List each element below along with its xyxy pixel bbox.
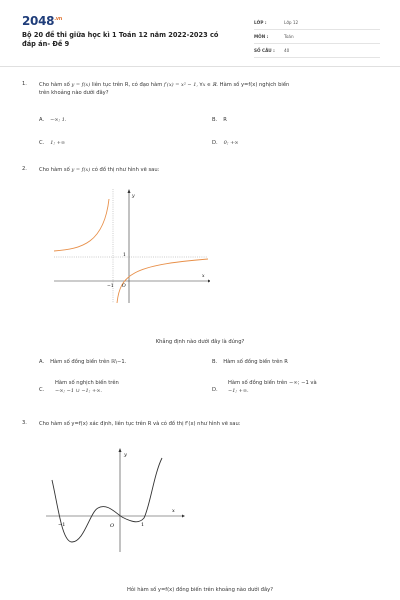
question-number: 2. [22, 166, 27, 172]
option-label: D. [212, 387, 218, 393]
x-axis-arrow [208, 280, 210, 283]
option-b[interactable] [212, 116, 227, 124]
option-d[interactable] [212, 139, 238, 147]
stem-text: Hàm số y=f(x) nghịch biến [219, 82, 290, 88]
option-label: B. [212, 359, 218, 365]
option-text: Hàm số đồng biến trên −∞; −1 và [228, 380, 317, 386]
header-divider [0, 66, 400, 67]
meta-value: Lớp 12 [284, 20, 299, 25]
option-b[interactable] [212, 358, 288, 366]
option-c[interactable] [39, 379, 119, 395]
x-axis-arrow [182, 515, 185, 518]
option-text: Hàm số đồng biến trên ℝ\−1. [50, 359, 127, 365]
question-2-stem [39, 166, 384, 174]
option-text-line2: −∞; −1 ∪ −1; +∞. [55, 388, 102, 394]
meta-row-grade [254, 16, 380, 30]
question-3-stem: Cho hàm số y=f(x) xác định, liên tục trên R và có đồ thị f'(x) như hình vẽ sau: [39, 421, 241, 427]
option-text: 1; +∞ [50, 140, 66, 146]
meta-value: 40 [284, 48, 290, 53]
question-2-prompt: Khẳng định nào dưới đây là đúng? [155, 339, 245, 345]
meta-row-subject [254, 30, 380, 44]
question-3-prompt: Hỏi hàm số y=f(x) đồng biến trên khoảng nào dưới đây? [127, 587, 273, 593]
option-label: C. [39, 140, 45, 146]
stem-math: y = f(x) [71, 167, 91, 173]
meta-key: MÔN : [254, 34, 269, 39]
option-c[interactable] [39, 139, 65, 147]
meta-key: SỐ CÂU : [254, 48, 275, 53]
x-pos-tick-label: 1 [141, 522, 145, 528]
y-axis-label: y [132, 194, 135, 199]
stem-text: liên tục trên R, có đạo hàm [91, 82, 163, 88]
stem-math: f′(x) = x² − 1, ∀x ∈ ℝ. [163, 82, 219, 88]
y-axis-arrow [128, 189, 131, 193]
option-text: Hàm số nghịch biến trên [55, 380, 119, 386]
question-3-graph [44, 446, 194, 556]
x-neg-tick-label: −1 [58, 522, 66, 528]
logo-suffix: .vn [54, 16, 63, 22]
logo-text: 2048 [22, 14, 55, 28]
meta-row-count [254, 44, 380, 58]
option-label: D. [212, 140, 218, 146]
meta-value: Toán [284, 34, 294, 39]
origin-label: O [122, 284, 126, 289]
option-a[interactable] [39, 358, 126, 366]
site-logo[interactable] [22, 14, 62, 28]
option-d[interactable] [212, 379, 317, 395]
option-text: Hàm số đồng biến trên R [223, 359, 288, 365]
derivative-curve [52, 458, 162, 542]
stem-text: Cho hàm số [39, 167, 70, 173]
document-meta [254, 16, 380, 58]
stem-math: y = f(x) [71, 82, 91, 88]
question-number: 3. [22, 420, 27, 426]
curve-left-branch [54, 199, 109, 251]
stem-text: Cho hàm số [39, 82, 70, 88]
option-text: 0; +∞ [223, 140, 239, 146]
option-text: −∞; 1. [50, 117, 67, 123]
origin-label: O [110, 523, 115, 529]
stem-text: có đồ thị như hình vẽ sau: [91, 167, 160, 173]
option-label: B. [212, 117, 218, 123]
x-tick-label: −1 [107, 284, 114, 289]
question-2-graph [52, 185, 210, 307]
y-axis-label: y [124, 452, 127, 458]
question-number: 1. [22, 81, 27, 87]
option-label: A. [39, 117, 45, 123]
option-label: A. [39, 359, 45, 365]
option-text-line2: −1; +∞. [228, 388, 249, 394]
x-axis-label: x [172, 508, 175, 514]
option-a[interactable] [39, 116, 67, 124]
option-text: R [223, 117, 227, 123]
question-1-stem [39, 81, 384, 97]
x-axis-label: x [202, 274, 205, 279]
option-label: C. [39, 387, 45, 393]
y-tick-label: 1 [123, 253, 126, 258]
stem-text: trên khoảng nào dưới đây? [39, 90, 109, 96]
meta-key: LỚP : [254, 20, 267, 25]
y-axis-arrow [119, 448, 122, 452]
document-title: Bộ 20 đề thi giữa học kì 1 Toán 12 năm 2022-2023 có đáp án- Đề 9 [22, 31, 219, 48]
